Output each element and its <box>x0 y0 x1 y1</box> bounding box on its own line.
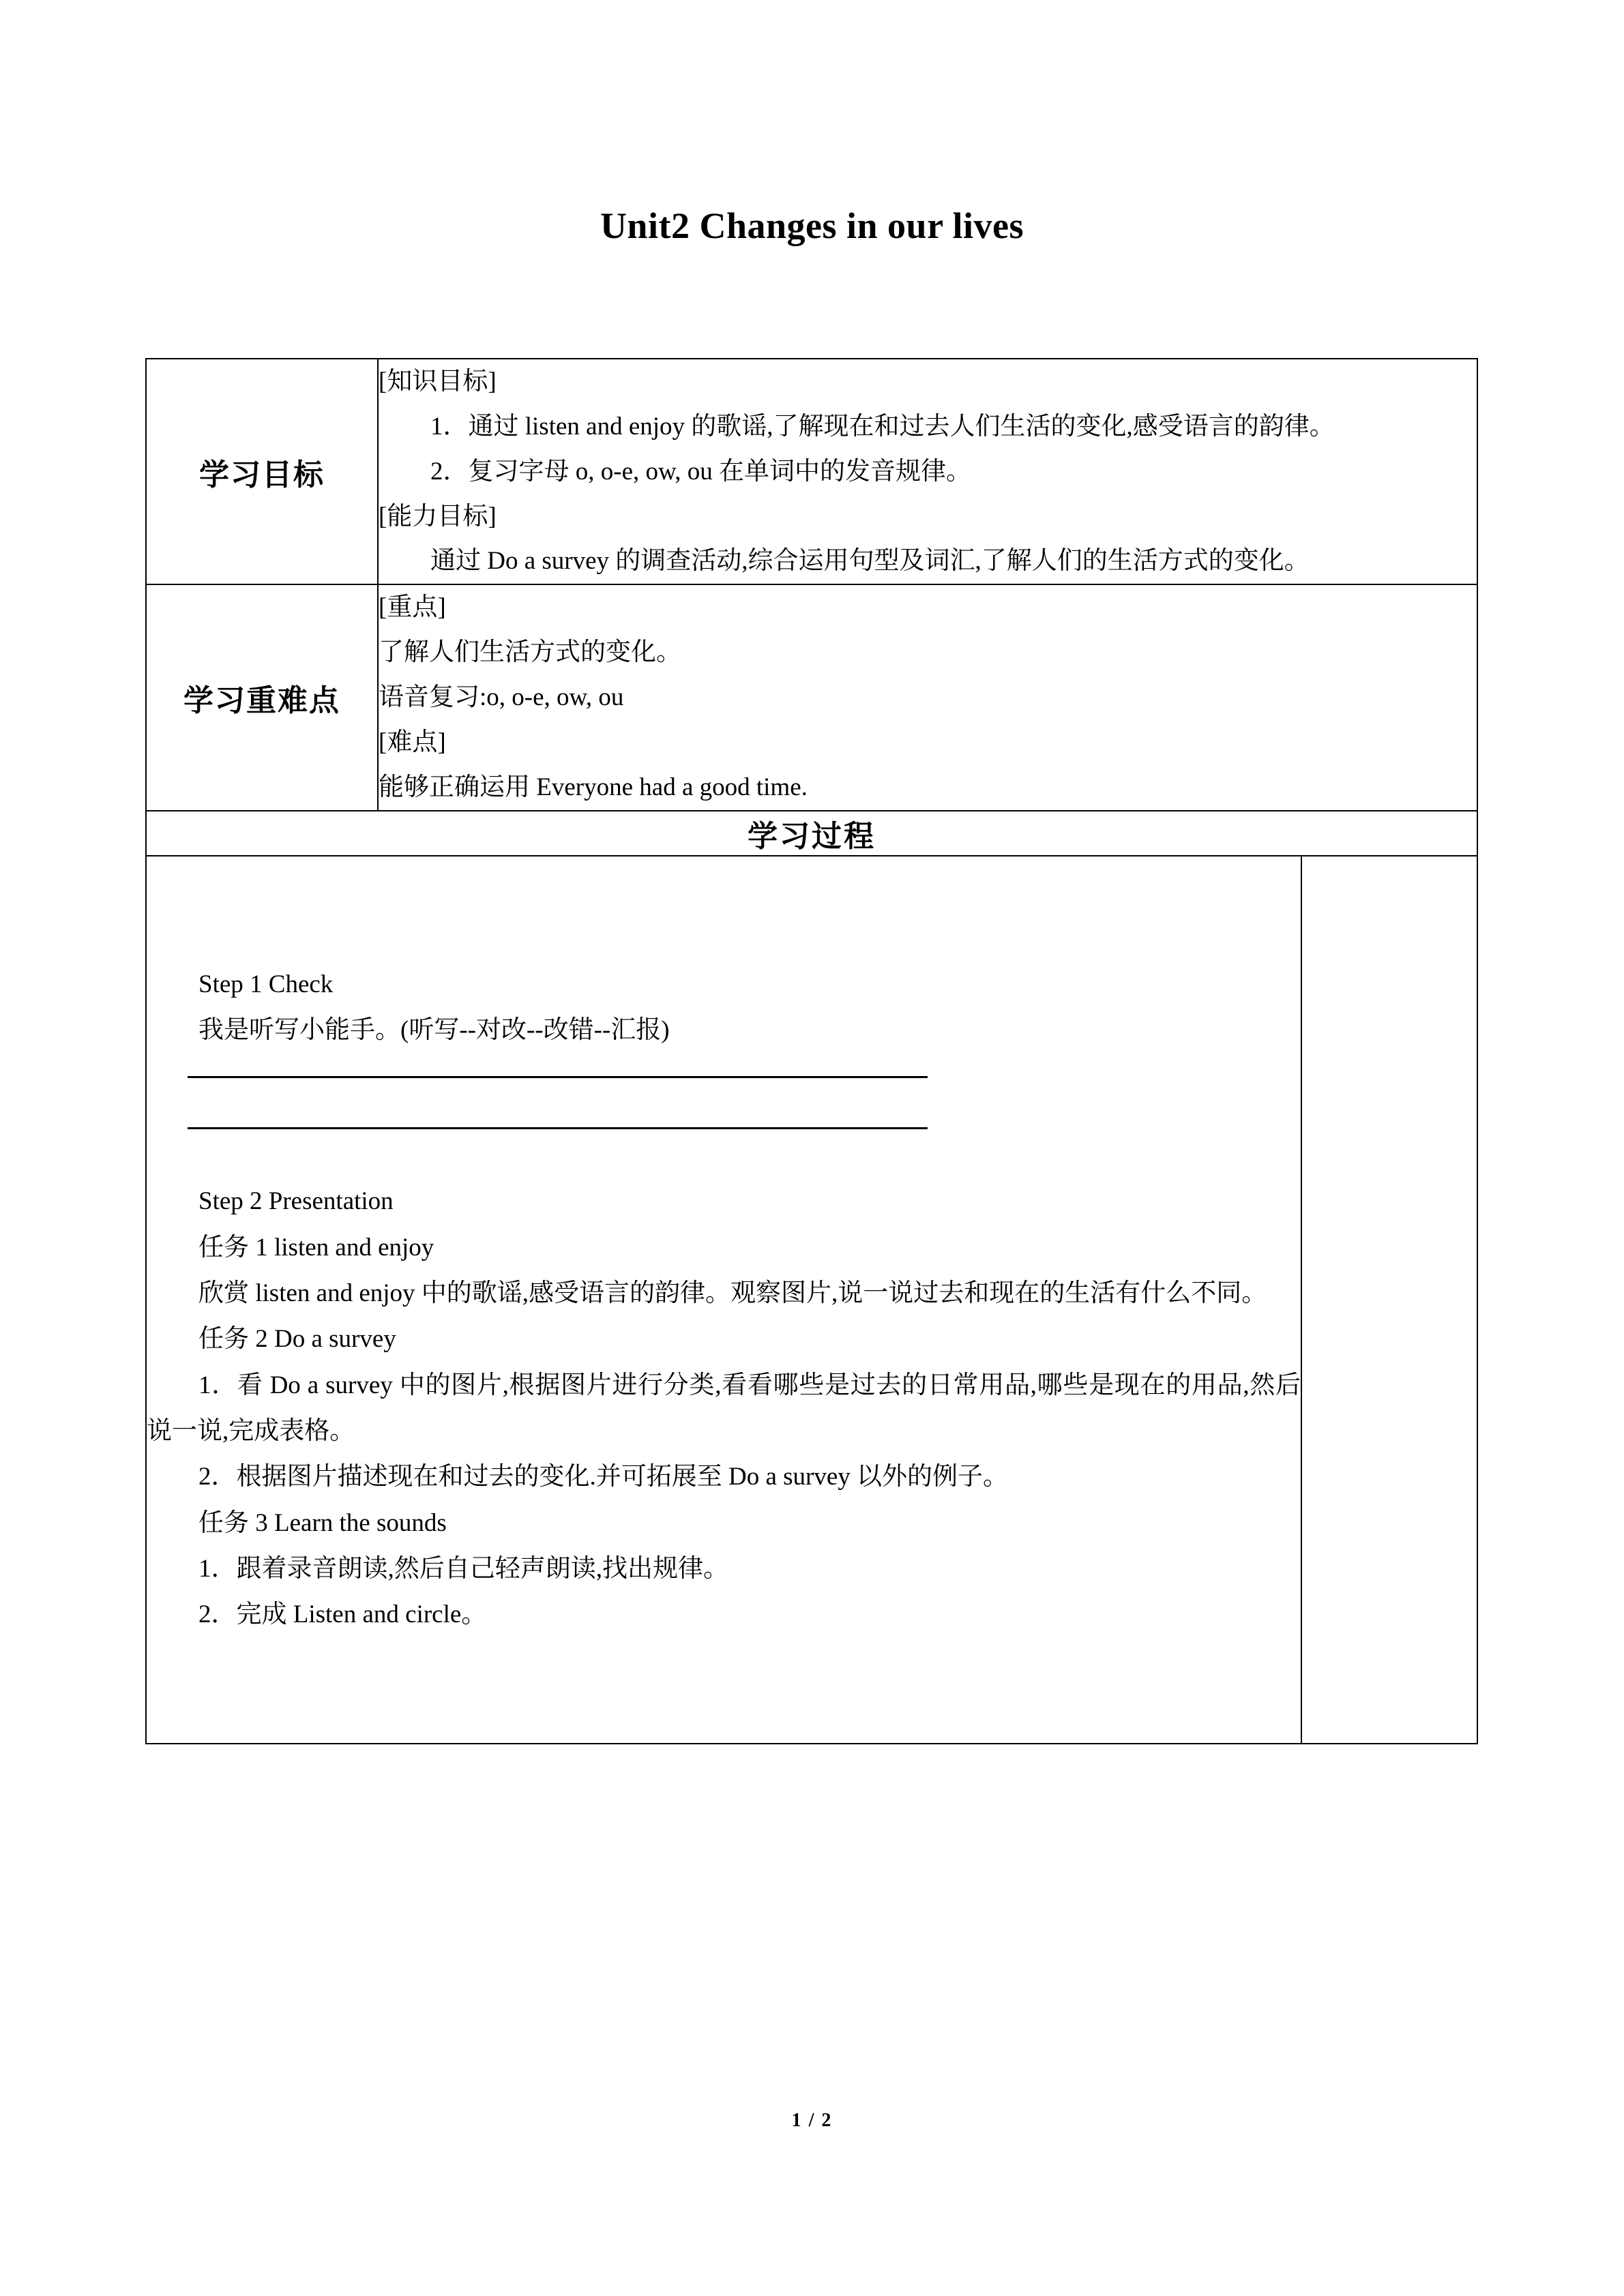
steps-notes-column <box>1301 856 1477 1744</box>
task2-item-2: 2．根据图片描述现在和过去的变化.并可拓展至 Do a survey 以外的例子。 <box>198 1463 1009 1491</box>
table-row-objectives <box>146 359 1477 584</box>
lesson-plan-table <box>145 358 1478 1744</box>
task1-title: 任务 1 listen and enjoy <box>198 1233 434 1262</box>
row-body-key-points <box>378 584 1477 810</box>
difficult-point-text: 能够正确运用 Everyone had a good time. <box>379 773 808 801</box>
task2-title: 任务 2 Do a survey <box>198 1325 396 1354</box>
table-row-process-header <box>146 811 1477 856</box>
answer-blank-line-1[interactable] <box>188 1076 928 1078</box>
objectives-ability-heading: [能力目标] <box>379 502 497 531</box>
objectives-knowledge-heading: [知识目标] <box>379 368 497 396</box>
key-point-heading: [重点] <box>379 593 446 622</box>
table-row-steps <box>146 856 1477 1744</box>
page-footer: 1 / 2 <box>791 2110 833 2131</box>
row-label-key-points: 学习重难点 <box>146 584 378 810</box>
task3-item-1: 1．跟着录音朗读,然后自己轻声朗读,找出规律。 <box>198 1554 728 1583</box>
difficult-point-heading: [难点] <box>379 728 446 756</box>
answer-blank-line-2[interactable] <box>188 1127 928 1129</box>
process-header: 学习过程 <box>146 811 1477 856</box>
step2-title: Step 2 Presentation <box>198 1187 394 1216</box>
steps-body <box>146 856 1301 1744</box>
page-title: Unit2 Changes in our lives <box>600 205 1024 246</box>
task3-title: 任务 3 Learn the sounds <box>198 1508 447 1537</box>
step1-title: Step 1 Check <box>198 970 334 998</box>
answer-blank-lines[interactable] <box>188 1076 1301 1129</box>
steps-block <box>147 961 1301 1638</box>
objectives-knowledge-item-1: 1．通过 listen and enjoy 的歌谣,了解现在和过去人们生活的变化,感受语言的韵律。 <box>430 412 1335 441</box>
row-label-objectives: 学习目标 <box>146 359 378 584</box>
table-row-key-points <box>146 584 1477 810</box>
task2-item-1: 1．看 Do a survey 中的图片,根据图片进行分类,看看哪些是过去的日常用品,哪些是现在的用品,然后说一说,完成表格。 <box>147 1371 1301 1445</box>
task3-item-2: 2．完成 Listen and circle。 <box>198 1600 487 1629</box>
task1-text: 欣赏 listen and enjoy 中的歌谣,感受语言的韵律。观察图片,说一说过去和现在的生活有什么不同。 <box>198 1279 1267 1307</box>
objectives-ability-text: 通过 Do a survey 的调查活动,综合运用句型及词汇,了解人们的生活方式的变化。 <box>430 547 1310 576</box>
objectives-knowledge-item-2: 2．复习字母 o, o-e, ow, ou 在单词中的发音规律。 <box>430 457 972 486</box>
step1-text: 我是听写小能手。(听写--对改--改错--汇报) <box>198 1015 670 1044</box>
key-point-text: 了解人们生活方式的变化。 <box>379 638 681 667</box>
key-point-phonics: 语音复习:o, o-e, ow, ou <box>379 683 624 712</box>
row-body-objectives <box>378 359 1477 584</box>
